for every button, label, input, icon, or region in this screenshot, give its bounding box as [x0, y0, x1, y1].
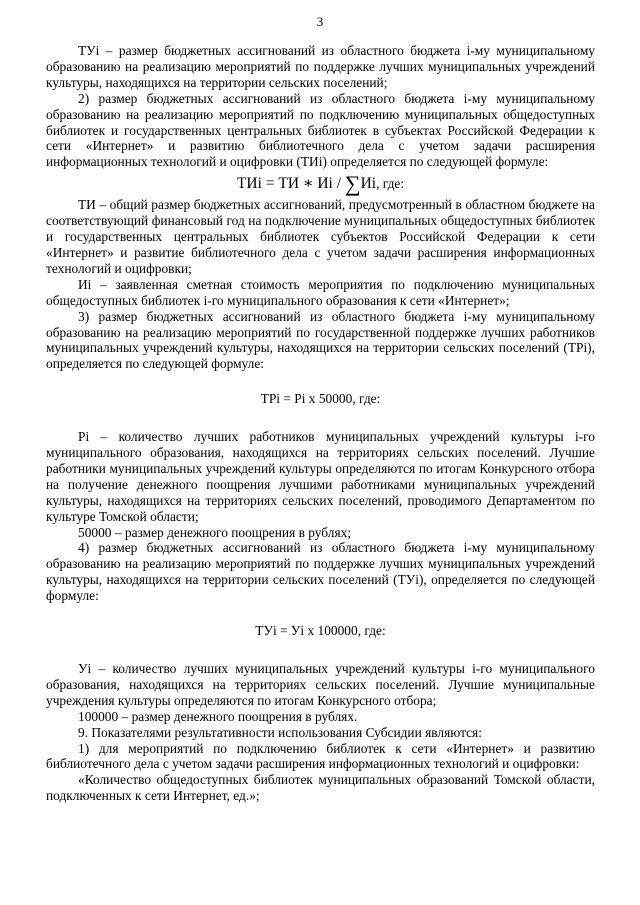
paragraph-indicator-1: 1) для мероприятий по подключению библиотек к сети «Интернет» и развитию библиотечного дела с учетом задачи расширения информационных технологий и оцифровки:	[46, 740, 595, 772]
paragraph-50000-definition: 50000 – размер денежного поощрения в рублях;	[78, 524, 352, 540]
sum-symbol: ∑	[344, 171, 361, 197]
spacer	[46, 412, 595, 429]
paragraph-item-3: 3) размер бюджетных ассигнований из областного бюджета i-му муниципальному образованию на реализацию мероприятий по государственной поддержке лучших работников муниципальных учреждений культуры, находящихся на территории сельских поселений (ТРi), определяется по следующей формуле:	[46, 308, 595, 372]
document-body	[46, 43, 595, 804]
formula-ti-tail: , где:	[376, 176, 405, 192]
paragraph-section-9: 9. Показателями результативности использования Субсидии являются:	[78, 724, 482, 740]
paragraph-ui-definition: Уi – количество лучших муниципальных учреждений культуры i-го муниципального образования, находящихся на территориях сельских поселений. Лучшие муниципальные учреждения культуры определяются по итогам Конкурсного отбора;	[46, 661, 595, 708]
paragraph-item-4: 4) размер бюджетных ассигнований из областного бюджета i-му муниципальному образованию на реализацию мероприятий по поддержке лучших муниципальных учреждений культуры, находящихся на территории сельских поселений (ТУi), определяется по следующей формуле:	[46, 540, 595, 604]
spacer	[46, 644, 595, 661]
formula-tr: ТРi = Рi х 50000, где:	[260, 391, 381, 407]
formula-tu: ТУi = Уi х 100000, где:	[255, 623, 386, 639]
paragraph-ri-definition: Рi – количество лучших работников муниципальных учреждений культуры i-го муниципального образования, находящихся на территориях сельских поселений. Лучшие работники муниципальных учреждений культуры определяются по итогам Конкурсного отбора на получение денежного поощрения лучшими работниками муниципальных учреждений культуры, находящихся на территориях сельских поселений, проводимого Департаментом по культуре Томской области;	[46, 429, 595, 524]
paragraph-tui-definition: ТУi – размер бюджетных ассигнований из областного бюджета i-му муниципальному образованию на реализацию мероприятий по поддержке лучших муниципальных учреждений культуры, находящихся на территории сельских поселений;	[46, 43, 595, 90]
page-number: 3	[316, 14, 324, 29]
paragraph-item-2: 2) размер бюджетных ассигнований из областного бюджета i-му муниципальному образованию на реализацию мероприятий по подключению муниципальных общедоступных библиотек и государственных центральных библиотек в субъектах Российской Федерации к сети «Интернет» и развитию библиотечного дела с учетом задачи расширения информационных технологий и оцифровки (ТИi) определяется по следующей формуле:	[46, 90, 595, 170]
paragraph-indicator-quote: «Количество общедоступных библиотек муниципальных образований Томской области, подключенных к сети Интернет, ед.»;	[46, 772, 595, 804]
formula-ti-right: Иi	[360, 175, 377, 193]
paragraph-ti-definition: ТИ – общий размер бюджетных ассигнований, предусмотренный в областном бюджете на соответствующий финансовый год на подключение муниципальных общедоступных библиотек и государственных центральных библиотек субъектов Российской Федерации к сети «Интернет» и развитие библиотечного дела с учетом задачи расширения информационных технологий и оцифровки;	[46, 197, 595, 276]
paragraph-ii-definition: Иi – заявленная сметная стоимость мероприятия по подключению муниципальных общедоступных библиотек i-го муниципального образования к сети «Интернет»;	[46, 276, 595, 308]
formula-ti-left: ТИi = ТИ ∗ Иi /	[236, 175, 345, 193]
paragraph-100000-definition: 100000 – размер денежного поощрения в рублях.	[78, 708, 358, 724]
formula-ti	[46, 173, 595, 195]
spacer	[46, 372, 595, 387]
spacer	[46, 604, 595, 619]
